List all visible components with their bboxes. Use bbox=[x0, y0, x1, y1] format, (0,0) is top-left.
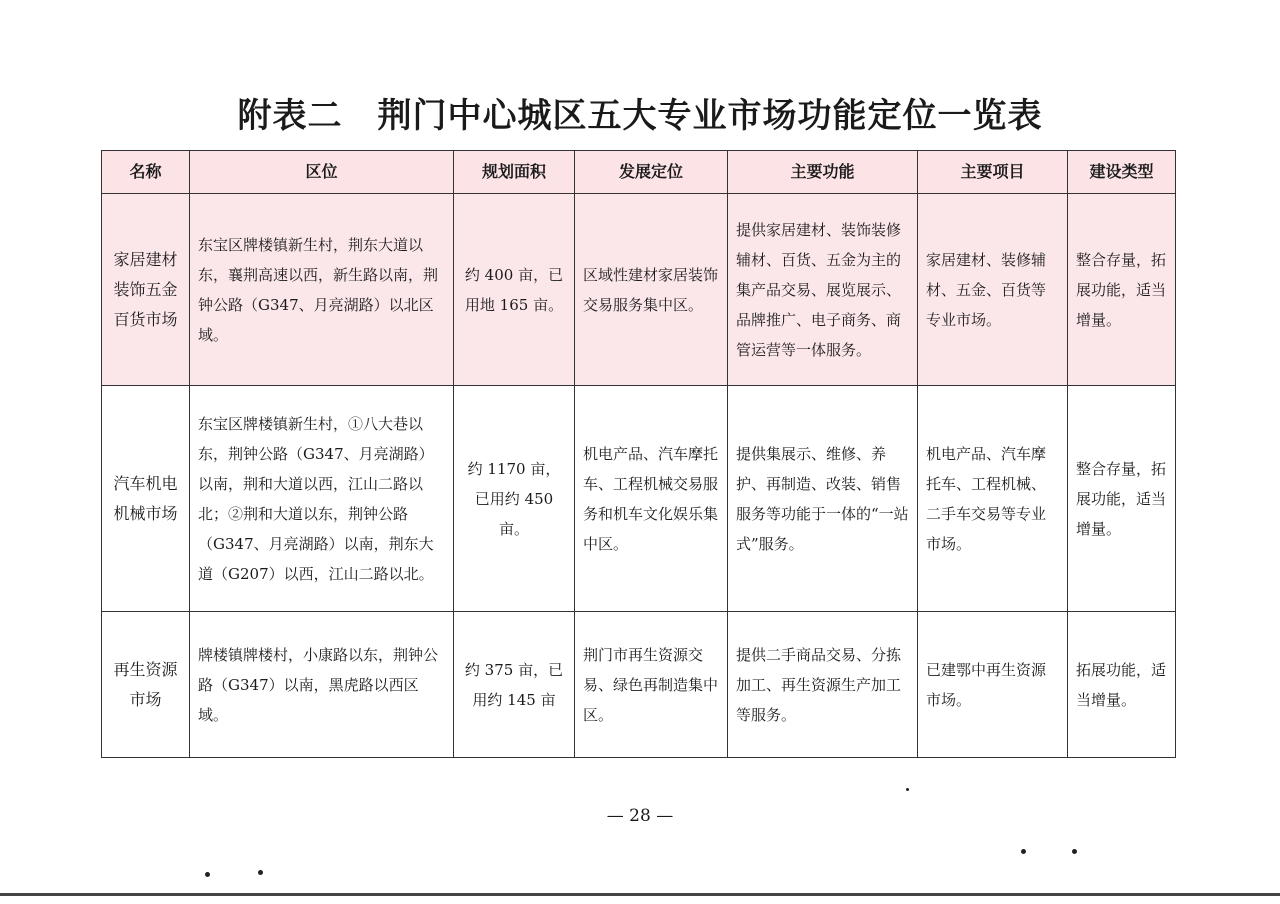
cell-functions: 提供家居建材、装饰装修辅材、百货、五金为主的集产品交易、展览展示、品牌推广、电子商务、商管运营等一体服务。 bbox=[728, 194, 918, 386]
cell-name: 汽车机电机械市场 bbox=[102, 386, 190, 612]
cell-name: 家居建材装饰五金百货市场 bbox=[102, 194, 190, 386]
header-projects: 主要项目 bbox=[918, 151, 1068, 194]
table-header-row bbox=[102, 151, 1176, 194]
header-type: 建设类型 bbox=[1068, 151, 1176, 194]
scan-speck bbox=[1021, 849, 1026, 854]
scan-edge-line bbox=[0, 893, 1280, 896]
cell-location: 东宝区牌楼镇新生村，荆东大道以东，襄荆高速以西，新生路以南，荆钟公路（G347、月亮湖路）以北区域。 bbox=[190, 194, 454, 386]
cell-positioning: 区域性建材家居装饰交易服务集中区。 bbox=[575, 194, 728, 386]
header-area: 规划面积 bbox=[454, 151, 575, 194]
cell-type: 整合存量，拓展功能，适当增量。 bbox=[1068, 194, 1176, 386]
cell-area: 约 375 亩，已用约 145 亩 bbox=[454, 612, 575, 758]
scan-speck bbox=[205, 872, 210, 877]
cell-positioning: 荆门市再生资源交易、绿色再制造集中区。 bbox=[575, 612, 728, 758]
cell-positioning: 机电产品、汽车摩托车、工程机械交易服务和机车文化娱乐集中区。 bbox=[575, 386, 728, 612]
cell-location: 牌楼镇牌楼村，小康路以东，荆钟公路（G347）以南，黑虎路以西区域。 bbox=[190, 612, 454, 758]
page-title: 附表二 荆门中心城区五大专业市场功能定位一览表 bbox=[237, 96, 1043, 136]
cell-area: 约 400 亩，已用地 165 亩。 bbox=[454, 194, 575, 386]
scan-speck bbox=[1072, 849, 1077, 854]
table-row bbox=[102, 194, 1176, 386]
cell-projects: 已建鄂中再生资源市场。 bbox=[918, 612, 1068, 758]
cell-projects: 家居建材、装修辅材、五金、百货等专业市场。 bbox=[918, 194, 1068, 386]
table-row bbox=[102, 386, 1176, 612]
header-functions: 主要功能 bbox=[728, 151, 918, 194]
scan-speck bbox=[258, 870, 263, 875]
cell-location: 东宝区牌楼镇新生村，①八大巷以东，荆钟公路（G347、月亮湖路）以南，荆和大道以西，江山二路以北；②荆和大道以东，荆钟公路（G347、月亮湖路）以南，荆东大道（G207）以西，江山二路以北。 bbox=[190, 386, 454, 612]
cell-type: 拓展功能，适当增量。 bbox=[1068, 612, 1176, 758]
page-number: — 28 — bbox=[606, 806, 674, 826]
scan-speck bbox=[906, 788, 909, 791]
cell-projects: 机电产品、汽车摩托车、工程机械、二手车交易等专业市场。 bbox=[918, 386, 1068, 612]
market-function-table bbox=[101, 150, 1176, 758]
header-name: 名称 bbox=[102, 151, 190, 194]
cell-functions: 提供集展示、维修、养护、再制造、改装、销售服务等功能于一体的“一站式”服务。 bbox=[728, 386, 918, 612]
cell-functions: 提供二手商品交易、分拣加工、再生资源生产加工等服务。 bbox=[728, 612, 918, 758]
header-location: 区位 bbox=[190, 151, 454, 194]
table-row bbox=[102, 612, 1176, 758]
cell-name: 再生资源市场 bbox=[102, 612, 190, 758]
header-positioning: 发展定位 bbox=[575, 151, 728, 194]
cell-area: 约 1170 亩，已用约 450 亩。 bbox=[454, 386, 575, 612]
cell-type: 整合存量，拓展功能，适当增量。 bbox=[1068, 386, 1176, 612]
